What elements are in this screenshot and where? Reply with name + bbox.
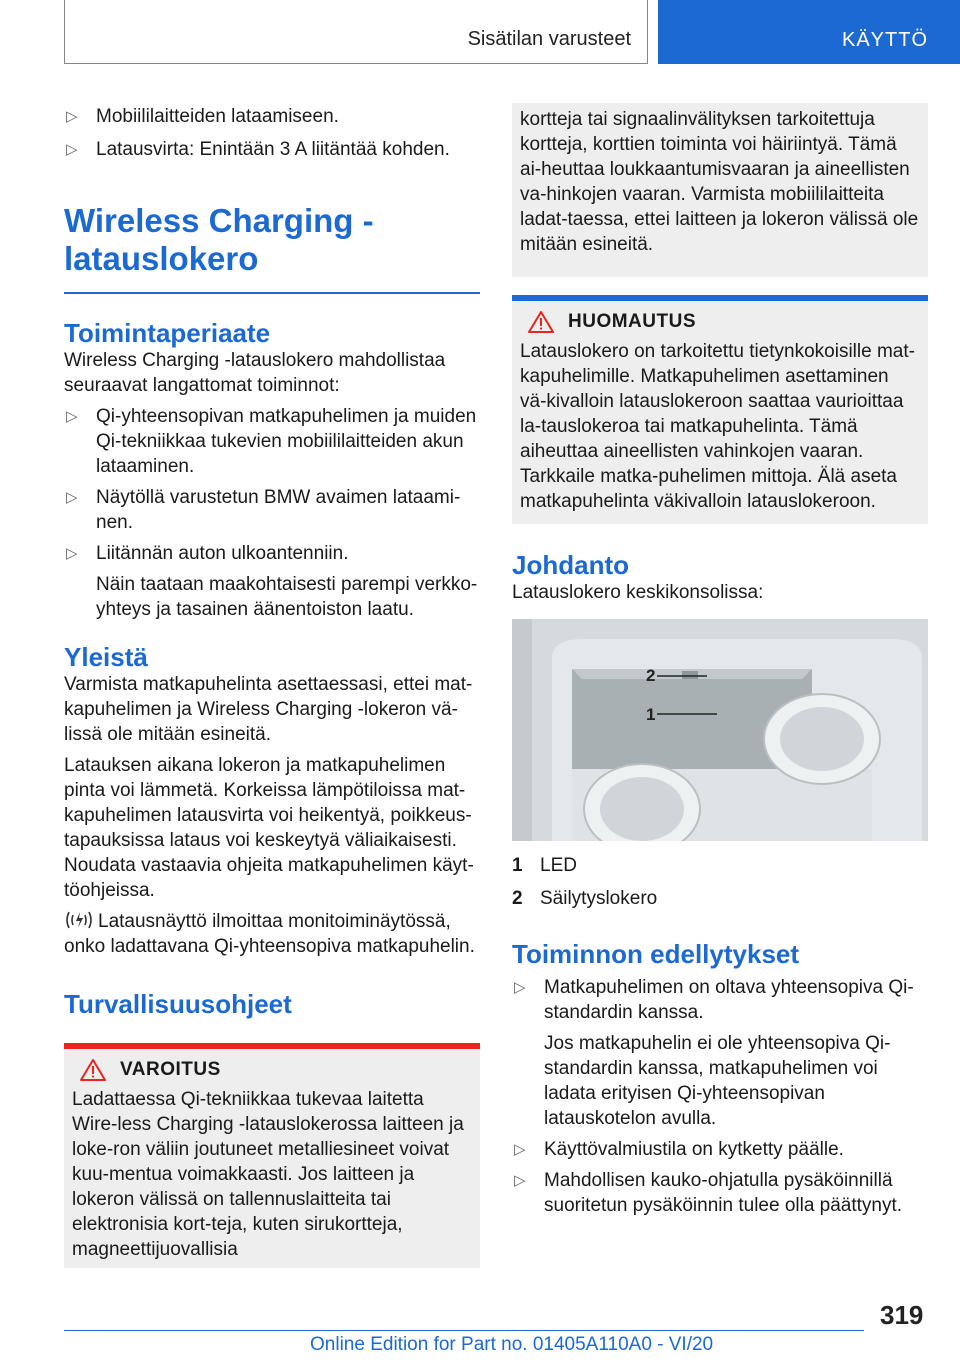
header-section-tab <box>64 0 648 64</box>
note-text: Latauslokero on tarkoitettu tietynkokoisille mat-kapuhelimille. Matkapuhelimen asettaminen vä-kivalloin latauslokeroon saattaa vaurioittaa la-tauslokeroa tai matkapuhelinta. Tämä aiheuttaa aineellisten vahinkojen vaaran. Tarkkaile matka-puhelimen mittoja. Älä aseta matkapuhelinta väkivalloin latauslokeroon. <box>520 341 915 512</box>
triangle-marker-icon: ▷ <box>66 489 78 506</box>
wireless-charging-icon <box>64 909 94 931</box>
triangle-marker-icon: ▷ <box>514 979 526 996</box>
warning-text-continued: kortteja tai signaalinvälityksen tarkoitettuja kortteja, korttien toiminta voi häiriintyä. Tämä ai-heuttaa loukkaantumisvaaran ja aineellisten va-hinkojen vaaran. Varmista mobiililaitteita ladat-taessa, ettei laitteen ja lokeron välissä ole mitään esineitä. <box>520 109 919 255</box>
warning-label: VAROITUS <box>120 1059 221 1080</box>
footer-edition: Online Edition for Part no. 01405A110A0 - VI/20 <box>310 1334 714 1355</box>
legend-label: Säilytyslokero <box>540 888 658 909</box>
paragraph: Wireless Charging -latauslokero mahdollistaa seuraavat langattomat toiminnot: <box>64 350 446 396</box>
paragraph: Latauksen aikana lokeron ja matkapuhelimen pinta voi lämmetä. Korkeissa lämpötiloissa mat-kapuhelimen latausvirta voi heikentyä, poikkeus-tapauksissa lataus voi keskeytyä väliaikaisesti. Noudata vastaavia ohjeita matkapuhelimen käyt-töohjeissa. <box>64 755 474 901</box>
triangle-marker-icon: ▷ <box>514 1172 526 1189</box>
warning-box <box>64 1043 480 1268</box>
chapter-title: KÄYTTÖ <box>841 29 928 51</box>
paragraph-text: Latausnäyttö ilmoittaa monitoiminäytössä, onko ladattavana Qi-yhteensopiva matkapuhelin. <box>64 911 475 957</box>
footer-divider <box>64 1330 864 1331</box>
list-item <box>64 404 480 479</box>
page-title-line1: Wireless Charging - <box>64 202 374 239</box>
legend-item <box>512 853 928 878</box>
note-label: HUOMAUTUS <box>568 311 696 332</box>
note-header <box>520 311 920 333</box>
warning-triangle-icon <box>80 1059 106 1081</box>
list-item-text: Liitännän auton ulkoantenniin. <box>96 543 349 564</box>
legend-number: 1 <box>512 855 523 876</box>
list-item-text: Näytöllä varustetun BMW avaimen lataami-nen. <box>96 487 461 533</box>
list-item-text: Matkapuhelimen on oltava yhteensopiva Qi-standardin kanssa. <box>544 977 914 1023</box>
callout-1: 1 <box>646 705 656 724</box>
warning-triangle-icon <box>528 311 554 333</box>
note-box <box>512 295 928 524</box>
left-column <box>64 96 480 1268</box>
warning-header <box>72 1059 472 1081</box>
triangle-marker-icon: ▷ <box>66 141 78 158</box>
list-item-text: Latausvirta: Enintään 3 A liitäntää kohden. <box>96 139 450 160</box>
warning-box-continued <box>512 103 928 277</box>
page-number: 319 <box>880 1300 924 1330</box>
section-heading: Yleistä <box>64 642 148 672</box>
section-heading: Johdanto <box>512 550 629 580</box>
list-item-note: Jos matkapuhelin ei ole yhteensopiva Qi-standardin kanssa, matkapuhelimen voi ladata erityisen Qi-yhteensopivan latauskotelon avulla. <box>544 1033 891 1129</box>
section-heading: Toimintaperiaate <box>64 318 271 348</box>
list-item <box>512 975 928 1131</box>
list-item <box>64 485 480 535</box>
list-item <box>64 541 480 622</box>
list-item-text: Mobiililaitteiden lataamiseen. <box>96 106 339 127</box>
page-title-line2: latauslokero <box>64 240 259 277</box>
list-item-text: Qi-yhteensopivan matkapuhelimen ja muiden Qi-tekniikkaa tukevien mobiililaitteiden akun lataaminen. <box>96 406 477 477</box>
triangle-marker-icon: ▷ <box>66 408 78 425</box>
section-heading: Toiminnon edellytykset <box>512 939 800 969</box>
list-item <box>64 104 480 129</box>
triangle-marker-icon: ▷ <box>66 108 78 125</box>
list-item-text: Mahdollisen kauko-ohjatulla pysäköinnillä suoritetun pysäköinnin tulee olla päättynyt. <box>544 1170 903 1216</box>
header-chapter-tab <box>658 0 960 64</box>
paragraph <box>64 909 480 959</box>
section-heading: Turvallisuusohjeet <box>64 989 292 1019</box>
list-item-text: Käyttövalmiustila on kytketty päälle. <box>544 1139 844 1160</box>
warning-text: Ladattaessa Qi-tekniikkaa tukevaa laitetta Wire-less Charging -latauslokerossa laitteen ja loke-ron väliin joutuneet metalliesineet voivat kuu-mentua voimakkaasti. Jos laitteen ja lokeron välissä on tallennuslaitteita tai elektronisia kort-teja, kuten sirukortteja, magneettijuovallisia <box>72 1089 464 1260</box>
section-title: Sisätilan varusteet <box>467 28 631 50</box>
list-item <box>64 137 480 162</box>
legend-item <box>512 886 928 911</box>
charging-tray-illustration <box>512 619 928 841</box>
list-item <box>512 1137 928 1162</box>
triangle-marker-icon: ▷ <box>66 545 78 562</box>
callout-2: 2 <box>646 666 656 685</box>
triangle-marker-icon: ▷ <box>514 1141 526 1158</box>
page-title <box>64 202 480 278</box>
right-column <box>512 103 928 1218</box>
charging-tray-figure <box>512 619 928 841</box>
list-item <box>512 1168 928 1218</box>
list-item-note: Näin taataan maakohtaisesti parempi verkko-yhteys ja tasainen äänentoiston laatu. <box>96 574 478 620</box>
paragraph: Latauslokero keskikonsolissa: <box>512 582 764 603</box>
legend-label: LED <box>540 855 577 876</box>
title-divider <box>64 292 480 294</box>
paragraph: Varmista matkapuhelinta asettaessasi, ettei mat-kapuhelimen ja Wireless Charging -lokeron vä-lissä ole mitään esineitä. <box>64 674 473 745</box>
legend-number: 2 <box>512 888 523 909</box>
